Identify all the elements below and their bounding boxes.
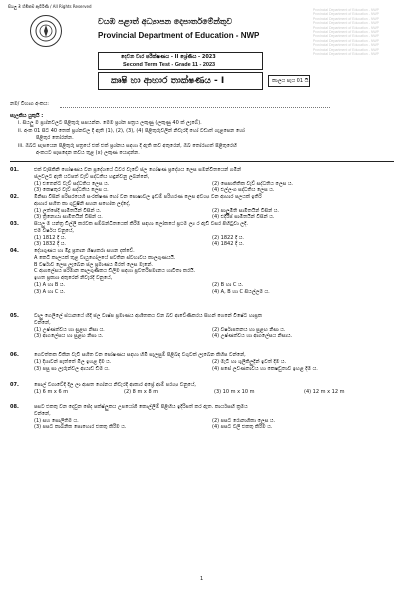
question-number: 03. — [10, 221, 19, 227]
time-box — [268, 75, 310, 87]
answer-option-2: (2) මැටි හා ශුලිකිලුදීන් ඉවත් දීම ය. — [212, 358, 287, 365]
question-text: පසට එකතු වන දෙවුන ජේද පක්ෂ්ලුකය උපයෝගී කොල්ලීම් පිළිහිය ඉදිරිපත් කර ඇත. කාර්යසඟි ක්‍රමය — [34, 404, 248, 410]
answer-option-3: (3) ත්‍රිනොයා සාමිතයින් විසින් ය. — [34, 214, 103, 221]
answer-option-2: (2) 8 m x 8 m — [124, 388, 159, 395]
answer-option-3: (3) A හා C ය. — [34, 288, 66, 295]
question-number: 04. — [10, 248, 19, 254]
answer-option-1: (1) 6 m x 6 m — [34, 388, 69, 395]
answer-option-3: (3) ආගලේසය හා සුළඟ නිසා ය. — [34, 333, 104, 340]
answer-option-4: (4) උෂ්ණත්වය හා ආගලේසය නිසාය. — [212, 333, 293, 340]
answer-option-4: (4) එදිරිප් සාමිතයින් විසින් ය. — [212, 214, 275, 221]
answer-option-4: (4) පසට වලි එකතු කිරීම ය. — [212, 424, 273, 431]
question-number: 06. — [10, 352, 19, 358]
question-text: පොල් වගාවේදී දිල ලා ආපත ගෝනය නිවැරදි ආකාර අප්‍රේ ආම් පරශ්‍ය වනුයේ, — [34, 382, 197, 388]
instruction-iii: iii. ඔබට සැපයෙන පිළිතුරු පත්‍රයේ එක් එක් ප්‍රශ්නය සඳහා දී ඇති කව අතුරෙන්, ඔබ තෝරාගත් පිළිතුරෙහි — [18, 143, 237, 149]
exam-title-si: දෙවන වාර පරීක්ෂණය - II ශ්‍රේණිය - 2023 — [121, 54, 216, 60]
question-text: සියලු ම යන්ත්‍ර ඩිල්ලී කරවක සම්බන්ධිතයෙක් කිරීම සඳහා ලෝකයේ ප්‍රථම ල්‍ය ර ඇඩි වසර පිහිටුවා ලදී. — [34, 221, 248, 227]
question-text: ආහාර සහිත කා ගුවුෂිනි සහන සහෝක ලද්දේ, — [34, 200, 131, 207]
exam-title-en: Second Term Test - Grade 11 - 2023 — [123, 62, 216, 68]
subject-box — [98, 72, 263, 90]
page-number: 1 — [200, 576, 204, 582]
answer-option-4: (4) 1842 දී ය. — [212, 241, 244, 248]
divider — [10, 161, 394, 162]
instruction-i: i. සියලු ම ප්‍රශ්නවලට පිළිතුරු සපයන්න. මෙම ප්‍රශ්න පත්‍රය ලකුණු (ලකුණු 40 ක් ලැබේ). — [18, 120, 202, 126]
answer-option-1: (1) දිශාවන් පැත්තේ මිල ඉහළ දීම ය. — [34, 358, 112, 365]
answer-option-2: (2) පසට රොනාගිකා ලෙස ය. — [212, 417, 276, 424]
answer-option-1: (1) උෂ්ණත්වය හා සුළඟ නිසා ය. — [34, 326, 105, 333]
answer-option-2: (2) B හා C ය. — [212, 282, 244, 288]
question-text: වන්නේ, — [34, 319, 51, 326]
answer-option-2: (2) වර්ෂාපතනය හා සුළඟ නිසා ය. — [212, 326, 286, 333]
question-number: 01. — [10, 167, 19, 173]
instruction-iii-b: අංකයට සැසඳෙන කවය තුළ (x) ලකුණ යොදන්න. — [36, 150, 140, 156]
question-text: දේශගුණය හා මිදූ ප්‍රතාන ශිෂ්‍යකරා සහන දක්වේ. — [34, 248, 135, 254]
question-text: වන්නේ, — [34, 410, 51, 417]
question-text: මිනිසා විසින් පරිසරයෙහි සංරක්ෂණ හෝ වන පොෂාවල ඉඩම් පරිහරණ ලෙස අවශ්‍ය වන ආහාර පලයක් ඉතිරි — [34, 194, 262, 200]
question-text: වාලු ගෙලීලේ ස්ථානයේ හිදී ජල වාෂ්ප ප්‍රමාණය ආශිතකය වන බව ආවේණිකරය සිහන් ගෙනේ විෂේට හාප්‍රක — [34, 313, 262, 319]
answer-option-3: (3) 10 m x 10 m — [214, 388, 255, 395]
question-text: B වර්ෂාව ලෙස ලැබෙන ජල ප්‍රමාණය මිරත් ලෙස මැනේ. — [34, 261, 154, 268]
answer-option-3: (3) 1832 දී ය. — [34, 241, 66, 248]
answer-option-1: (1) ලත්පේදී සාමිතයින් විසින් ය. — [34, 207, 102, 214]
subject-title: කෘෂි හා ආහාර තාක්ෂණය - I — [111, 76, 225, 86]
department-title-en: Provincial Department of Education - NWP — [98, 31, 260, 40]
answer-option-3: (3) පසු සා ලැරුන්වල ආයාඩ ඩීම ය. — [34, 365, 110, 372]
question-number: 02. — [10, 194, 19, 200]
question-text: A කෙටි කාලයක් තුළ වායුගෝලයේ පවතින ස්වභාවය කාලගුණයයි. — [34, 254, 176, 261]
answer-option-4: (4) A, B හා C සියල්ලම ය. — [212, 288, 270, 295]
name-line — [60, 107, 330, 108]
watermark: Provincial Department of Education - NWP Provincial Department of Education - NWP Provincial Department of Education - NWP Provincial Department of Education - NWP Provincial Department of Education - NWP Provincial Department of Education - NWP Provincial Department of Education - NWP Provincial Department of Education - NWP Provincial Department of Education - NWP Provincial Department of Education - NWP Provincial Department of Education - NWP — [312, 8, 379, 56]
answer-option-4: (4) එල්ලංග සද්ධතිය ලෙස ය. — [212, 187, 275, 194]
question-number: 08. — [10, 404, 19, 410]
department-title-si: වයඹ පළාත් අධ්‍යාපන දෙපාර්තමේන්තුව — [98, 17, 233, 26]
answer-option-2: (2) පාලුමිති සාමිතයින් විසින් ය. — [212, 207, 279, 214]
answer-option-1: (1) එතෙන්ට වැව් සද්ධතිය ලෙස ය. — [34, 180, 110, 187]
name-label: නම/ විභාග අංකය: — [10, 101, 49, 107]
answer-option-1: (1) සහ සොලිතිම ය. — [34, 417, 79, 424]
answer-option-2: (2) 1822 දී ය. — [212, 234, 244, 241]
answer-option-4: (4) පසේ ලවණතාවය හා කෙෂඩුතාව ඉහළ දීම ය. — [212, 365, 318, 372]
answer-option-3: (3) පසට කාබනික පොහොර එකතු කිරීම ය. — [34, 424, 127, 431]
exam-info-box — [98, 52, 263, 70]
answer-option-2: (2) සෙපාතිතික වැව් සද්ධතිය ලෙස ය. — [212, 180, 294, 187]
instruction-ii-b: පිළිතුර තෝරන්න. — [36, 135, 74, 141]
question-text: ඉහත ප්‍රකාශ අතුරෙන් නිවැරදි වනුයේ, — [34, 275, 113, 282]
answer-option-1: (1) A හා B ය. — [34, 282, 66, 288]
question-text: එම වර්ෂය වනුයේ, — [34, 227, 74, 234]
answer-option-1: (1) 1812 දී ය. — [34, 234, 66, 241]
copyright-notice: සියලු ම හිමිකම් ඇවිරිණි / All Rights Reserved — [8, 4, 92, 9]
instructions-heading: සැලකිය යුතුයි : — [10, 113, 44, 119]
question-text: එක් වැසිකිනි ගෝෂණය වන ප්‍රදේශයේ ධීවර වැවේ ජල ගෝෂණ ප්‍රදේශය ලෙස සමන්විතයෙන් ගමින් — [34, 167, 242, 173]
question-number: 07. — [10, 382, 19, 388]
answer-option-3: (3) කෙෂතුර වැව් සද්ධතිය ලෙස ය. — [34, 187, 109, 194]
answer-option-4: (4) 12 m x 12 m — [304, 388, 345, 395]
instruction-ii: ii. අංක 01 සිට 40 තෙක් ප්‍රශ්නවල දී ඇති (1), (2), (3), (4) පිළිතුරුවලින් නිවැරදි හෝ වඩාත් ගැළපෙන හෝ — [18, 128, 245, 134]
question-text: C ආගලේසය පරිමාන කාලගුණිකය ඩිලිම සඳහා ප්‍රවර්තිපමානය හාවිතා කරයි. — [34, 268, 196, 275]
question-text: ජලවලට ඇති යටපත් වැව් සද්ධතිය හඳුන්වනු ලබන්නේ, — [34, 173, 150, 180]
emblem-icon — [30, 15, 62, 47]
question-text: ගෙවත්තක විකින වැවී සහිත වන පෝෂණය සඳහා හිමි සැලසුම් පිළිබඳ වගුවක් ලැබෙන කිහිප වන්නේ, — [34, 352, 246, 358]
question-number: 05. — [10, 313, 19, 319]
time-label: කාලය පැය 01 යි. — [272, 78, 310, 84]
